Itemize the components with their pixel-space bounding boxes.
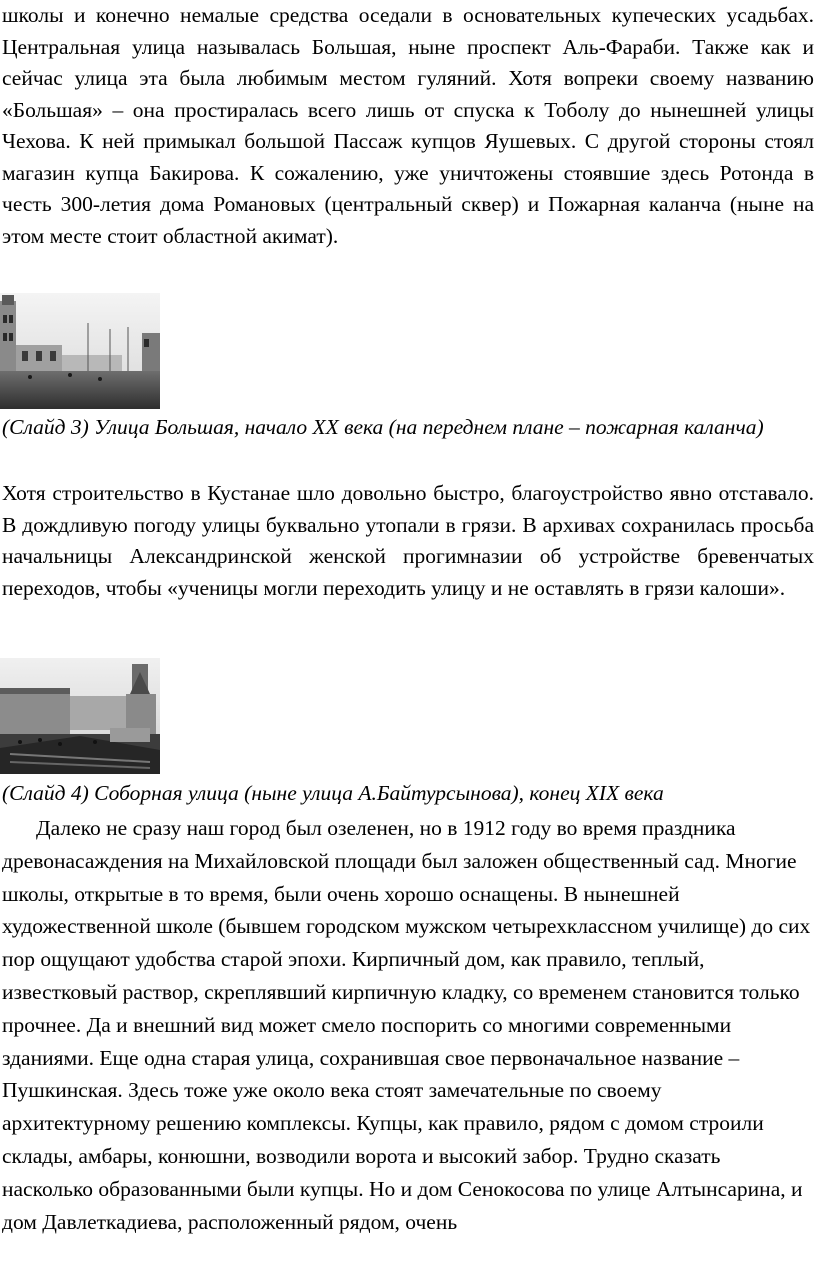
paragraph-2: Хотя строительство в Кустанае шло довольно быстро, благоустройство явно отставало. В дождливую погоду улицы буквально утопали в грязи. В архивах сохранилась просьба начальницы Александринской женской прогимназии об устройстве бревенчатых переходов, чтобы «ученицы могли переходить улицу и не оставлять в грязи калоши».	[2, 481, 814, 600]
paragraph-1: школы и конечно немалые средства оседали в основательных купеческих усадьбах. Центральная улица называлась Большая, ныне проспект Аль-Фараби. Также как и сейчас улица эта была любимым местом гуляний. Хотя вопреки своему названию «Большая» – она простиралась всего лишь от спуска к Тоболу до нынешней улицы Чехова. К ней примыкал большой Пассаж купцов Яушевых. С другой стороны стоял магазин купца Бакирова. К сожалению, уже уничтожены стоявшие здесь Ротонда в честь 300-летия дома Романовых (центральный сквер) и Пожарная каланча (ныне на этом месте стоит областной акимат).	[2, 3, 814, 248]
photo-sobornaya-street	[0, 658, 160, 774]
caption-slide-4: (Слайд 4) Соборная улица (ныне улица А.Байтурсынова), конец XIX века	[2, 781, 664, 805]
photo-bolshaya-street	[0, 293, 160, 409]
paragraph-3: Далеко не сразу наш город был озеленен, но в 1912 году во время праздника древонасаждения на Михайловской площади был заложен общественный сад. Многие школы, открытые в то время, были очень хорошо оснащены. В нынешней художественной школе (бывшем городском мужском четырехклассном училище) до сих пор ощущают удобства старой эпохи. Кирпичный дом, как правило, теплый, известковый раствор, скреплявший кирпичную кладку, со временем становится только прочнее. Да и внешний вид может смело поспорить со многими современными зданиями. Еще одна старая улица, сохранившая свое первоначальное название – Пушкинская. Здесь тоже уже около века стоят замечательные по своему архитектурному решению комплексы. Купцы, как правило, рядом с домом строили склады, амбары, конюшни, возводили ворота и высокий забор. Трудно сказать насколько образованными были купцы. Но и дом Сенокосова по улице Алтынсарина, и дом Давлеткадиева, расположенный рядом, очень	[2, 816, 811, 1234]
caption-slide-3: (Слайд 3) Улица Большая, начало XX века (на переднем плане – пожарная каланча)	[2, 415, 764, 439]
